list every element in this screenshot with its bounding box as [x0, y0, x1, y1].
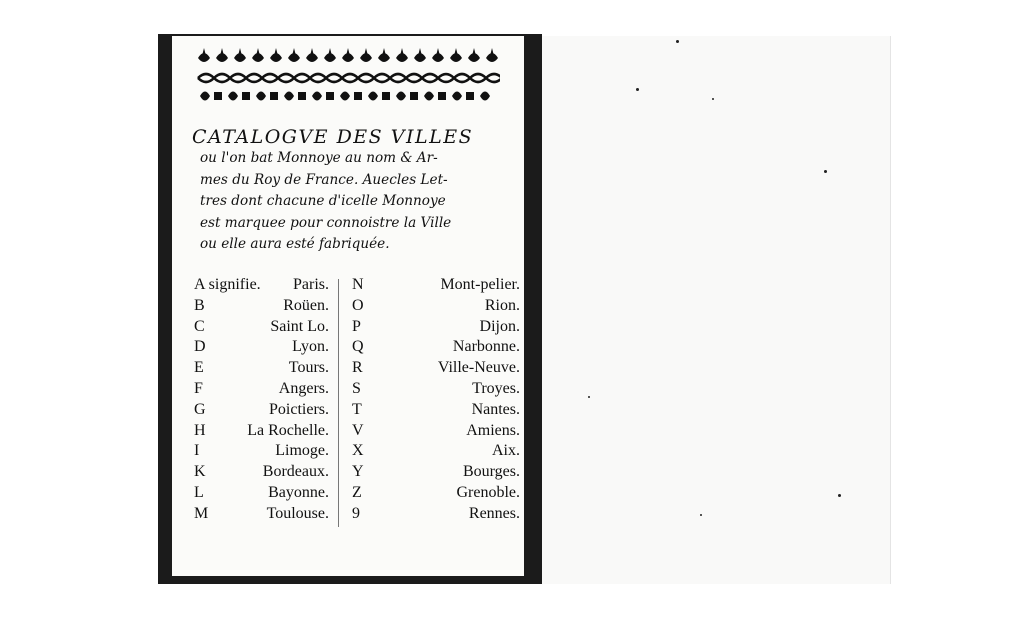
facing-blank-page [540, 36, 891, 584]
mint-town: Bourges. [462, 463, 520, 481]
legend-row [346, 358, 520, 379]
mint-letter: T [352, 400, 362, 418]
legend-row [194, 337, 329, 358]
mint-letter: F [194, 379, 203, 397]
mint-letter: A signifie. [194, 276, 261, 293]
legend-row [194, 317, 329, 338]
mint-town: Angers. [278, 379, 329, 397]
mint-letter: O [352, 296, 364, 314]
legend-row [194, 296, 329, 317]
mint-town: Narbonne. [452, 338, 520, 356]
mint-town: Poictiers. [269, 400, 329, 418]
mint-letter: C [194, 317, 205, 335]
ink-speck [838, 494, 841, 497]
legend-row [194, 358, 329, 379]
heading-line: est marquee pour connoistre la Ville [200, 214, 452, 231]
mint-letter: K [194, 463, 206, 481]
heading-line: ou elle aura esté fabriquée. [200, 236, 390, 252]
mint-letter: D [194, 338, 206, 356]
legend-row [194, 441, 329, 462]
mint-letter: B [194, 296, 205, 314]
mint-town: La Rochelle. [247, 421, 329, 439]
mint-letter: S [352, 379, 361, 397]
mint-letter: L [194, 483, 204, 501]
ink-speck [636, 88, 639, 91]
mint-letter: R [352, 359, 363, 377]
mint-town: Dijon. [479, 317, 520, 335]
ink-speck [700, 514, 702, 516]
legend-row [346, 483, 520, 504]
ink-speck [712, 98, 714, 100]
mint-town: Paris. [293, 276, 329, 293]
mint-town: Aix. [492, 442, 520, 460]
mint-town: Toulouse. [266, 504, 329, 522]
legend-row [194, 400, 329, 421]
legend-row [194, 504, 329, 525]
mint-town: Ville-Neuve. [437, 359, 520, 377]
ink-speck [588, 396, 590, 398]
legend-row [346, 462, 520, 483]
legend-row [194, 483, 329, 504]
legend-row [346, 504, 520, 525]
legend-row [194, 421, 329, 442]
mint-town: Rennes. [468, 504, 520, 522]
mint-town: Lyon. [292, 338, 329, 356]
fleuron-band-icon [196, 46, 500, 112]
legend-row [346, 317, 520, 338]
heading-title: CATALOGVE DES VILLES [192, 126, 474, 148]
legend-column-left [194, 275, 329, 525]
legend-row [346, 441, 520, 462]
legend-row [346, 296, 520, 317]
legend-row [346, 421, 520, 442]
mint-town: Saint Lo. [270, 317, 329, 335]
legend-row [194, 462, 329, 483]
mint-town: Troyes. [472, 379, 520, 397]
mint-town: Mont-pelier. [440, 276, 520, 293]
catalogue-page [172, 36, 524, 576]
ink-speck [676, 40, 679, 43]
mint-town: Limoge. [275, 442, 329, 460]
mint-letter: V [352, 421, 364, 439]
mint-letter: G [194, 400, 206, 418]
mint-letter: H [194, 421, 206, 439]
ink-speck [824, 170, 827, 173]
mint-town: Grenoble. [456, 483, 520, 501]
mint-town: Bayonne. [268, 483, 329, 501]
mint-letter: Z [352, 483, 362, 501]
mint-town: Amiens. [466, 421, 520, 439]
mint-letter: N [352, 276, 364, 293]
legend-row [346, 337, 520, 358]
mint-letter: I [194, 442, 200, 460]
heading-line: mes du Roy de France. Auecles Let- [200, 171, 448, 188]
mint-town: Nantes. [471, 400, 520, 418]
legend-row [194, 379, 329, 400]
mint-town: Tours. [288, 359, 329, 377]
mint-town: Bordeaux. [262, 463, 329, 481]
mint-town: Roüen. [283, 296, 329, 314]
mint-letter: Y [352, 463, 364, 481]
mint-letter: M [194, 504, 209, 522]
mint-letter: P [352, 317, 361, 335]
column-divider [338, 279, 339, 527]
mint-letter: 9 [352, 504, 360, 522]
catalogue-heading [192, 126, 512, 256]
heading-line: tres dont chacune d'icelle Monnoye [200, 193, 446, 209]
mint-letter: X [352, 442, 364, 460]
heading-line: ou l'on bat Monnoye au nom & Ar- [200, 150, 438, 166]
legend-column-right [346, 275, 520, 525]
mint-letter: Q [352, 338, 364, 356]
legend-row [346, 379, 520, 400]
mint-letter: E [194, 359, 204, 377]
legend-row [194, 275, 329, 296]
legend-row [346, 400, 520, 421]
mint-town: Rion. [484, 296, 520, 314]
legend-row [346, 275, 520, 296]
